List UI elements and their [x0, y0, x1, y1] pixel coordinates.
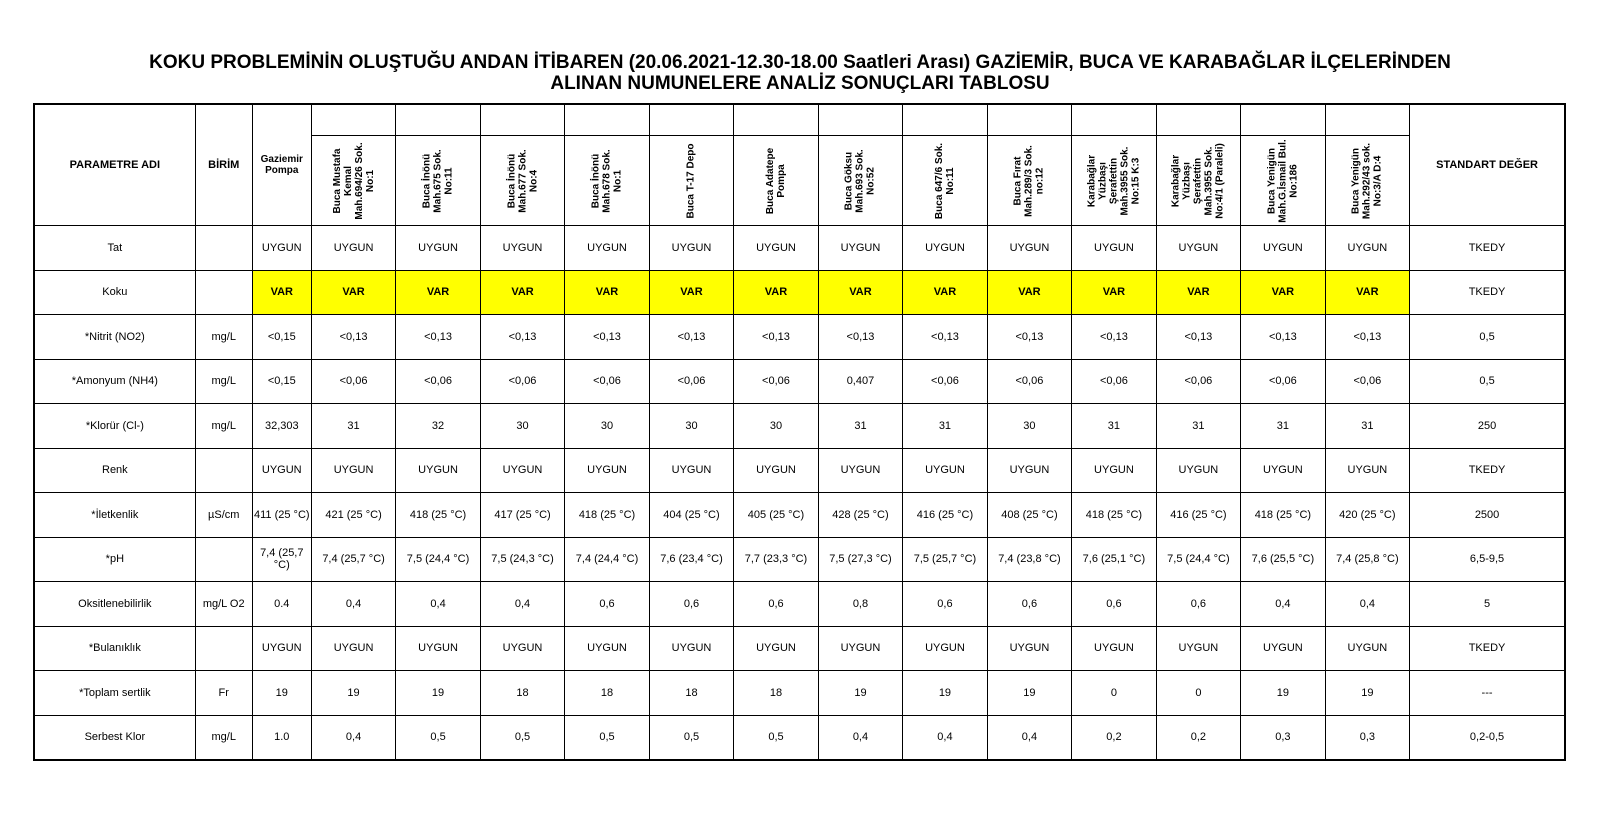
value-cell: 0,4: [311, 715, 395, 760]
gaziemir-value-cell: <0,15: [252, 315, 311, 360]
value-cell: 30: [987, 404, 1071, 449]
value-cell: UYGUN: [1156, 226, 1240, 271]
table-row: [34, 448, 1565, 493]
table-row: [34, 671, 1565, 716]
parameter-cell: Tat: [34, 226, 195, 271]
sample-header-label: Buca Fırat Mah.289/3 Sok. no:12: [1012, 144, 1046, 217]
value-cell: 19: [1325, 671, 1409, 716]
sample-header: [1325, 136, 1409, 226]
parameter-cell: Serbest Klor: [34, 715, 195, 760]
value-cell: <0,06: [311, 359, 395, 404]
standard-value-cell: TKEDY: [1410, 270, 1565, 315]
value-cell: VAR: [987, 270, 1071, 315]
unit-cell: [195, 448, 252, 493]
value-cell: <0,13: [1325, 315, 1409, 360]
sample-header-label: Buca İnönü Mah.677 Sok. No:4: [506, 148, 540, 213]
sample-header-label: Buca Mustafa Kemal Mah.694/26 Sok. No:1: [331, 141, 376, 220]
standard-value-cell: TKEDY: [1410, 626, 1565, 671]
gaziemir-value-cell: 1.0: [252, 715, 311, 760]
value-cell: 405 (25 °C): [734, 493, 818, 538]
value-cell: 0,6: [649, 582, 733, 627]
unit-cell: mg/L O2: [195, 582, 252, 627]
header-spacer-cell: [903, 104, 987, 136]
header-spacer-cell: [1156, 104, 1240, 136]
value-cell: <0,13: [1156, 315, 1240, 360]
standard-value-cell: 6,5-9,5: [1410, 537, 1565, 582]
header-spacer-cell: [649, 104, 733, 136]
value-cell: 0,5: [649, 715, 733, 760]
value-cell: VAR: [649, 270, 733, 315]
header-unit: BİRİM: [195, 104, 252, 226]
standard-value-cell: 0,2-0,5: [1410, 715, 1565, 760]
header-spacer-cell: [1325, 104, 1409, 136]
table-row: [34, 315, 1565, 360]
value-cell: VAR: [311, 270, 395, 315]
unit-cell: [195, 626, 252, 671]
value-cell: 19: [396, 671, 480, 716]
value-cell: UYGUN: [565, 626, 649, 671]
value-cell: <0,13: [903, 315, 987, 360]
sample-header: [396, 136, 480, 226]
sample-header-label: Karabağlar Yüzbaşı Şerafettin Mah.3955 Sok. No:15 K:3: [1086, 146, 1142, 215]
value-cell: VAR: [1325, 270, 1409, 315]
value-cell: 0: [1072, 671, 1156, 716]
value-cell: 19: [1241, 671, 1325, 716]
value-cell: VAR: [1241, 270, 1325, 315]
gaziemir-value-cell: UYGUN: [252, 226, 311, 271]
value-cell: 30: [649, 404, 733, 449]
value-cell: 0,6: [734, 582, 818, 627]
value-cell: VAR: [1072, 270, 1156, 315]
value-cell: UYGUN: [1241, 226, 1325, 271]
value-cell: UYGUN: [1156, 448, 1240, 493]
value-cell: <0,13: [311, 315, 395, 360]
value-cell: UYGUN: [818, 448, 902, 493]
table-row: [34, 537, 1565, 582]
value-cell: 7,5 (24,4 °C): [1156, 537, 1240, 582]
value-cell: 0,4: [818, 715, 902, 760]
value-cell: UYGUN: [649, 448, 733, 493]
value-cell: 19: [903, 671, 987, 716]
value-cell: 31: [903, 404, 987, 449]
value-cell: 0,4: [396, 582, 480, 627]
gaziemir-value-cell: UYGUN: [252, 626, 311, 671]
value-cell: <0,13: [987, 315, 1071, 360]
value-cell: UYGUN: [734, 226, 818, 271]
value-cell: 416 (25 °C): [903, 493, 987, 538]
value-cell: <0,06: [987, 359, 1071, 404]
value-cell: 30: [565, 404, 649, 449]
value-cell: 0,6: [1156, 582, 1240, 627]
header-spacer-cell: [734, 104, 818, 136]
value-cell: UYGUN: [903, 226, 987, 271]
value-cell: 31: [1325, 404, 1409, 449]
parameter-cell: *Bulanıklık: [34, 626, 195, 671]
value-cell: 31: [1072, 404, 1156, 449]
value-cell: UYGUN: [903, 626, 987, 671]
value-cell: 7,5 (27,3 °C): [818, 537, 902, 582]
value-cell: UYGUN: [1325, 448, 1409, 493]
standard-value-cell: 0,5: [1410, 359, 1565, 404]
value-cell: 7,4 (24,4 °C): [565, 537, 649, 582]
header-gaziemir-line1: Gaziemir: [260, 154, 303, 165]
value-cell: UYGUN: [903, 448, 987, 493]
value-cell: 0,5: [734, 715, 818, 760]
value-cell: 7,7 (23,3 °C): [734, 537, 818, 582]
gaziemir-value-cell: 7,4 (25,7 °C): [252, 537, 311, 582]
value-cell: 0,4: [987, 715, 1071, 760]
value-cell: 418 (25 °C): [565, 493, 649, 538]
value-cell: UYGUN: [311, 626, 395, 671]
value-cell: 0,4: [311, 582, 395, 627]
value-cell: 18: [565, 671, 649, 716]
sample-header: [903, 136, 987, 226]
sample-header: [565, 136, 649, 226]
value-cell: 428 (25 °C): [818, 493, 902, 538]
value-cell: <0,06: [903, 359, 987, 404]
value-cell: UYGUN: [987, 226, 1071, 271]
table-row: [34, 359, 1565, 404]
value-cell: 7,5 (24,3 °C): [480, 537, 564, 582]
sample-header: [311, 136, 395, 226]
value-cell: 0,3: [1325, 715, 1409, 760]
header-spacer-cell: [396, 104, 480, 136]
value-cell: 0,6: [987, 582, 1071, 627]
value-cell: 418 (25 °C): [1072, 493, 1156, 538]
standard-value-cell: 0,5: [1410, 315, 1565, 360]
gaziemir-value-cell: 19: [252, 671, 311, 716]
sample-header-label: Karabağlar Yüzbaşı Şerafettin Mah.3955 Sok. No:4/1 (Paraleli): [1170, 142, 1226, 219]
sample-header: [1072, 136, 1156, 226]
parameter-cell: *pH: [34, 537, 195, 582]
value-cell: 32: [396, 404, 480, 449]
value-cell: <0,06: [1156, 359, 1240, 404]
value-cell: 408 (25 °C): [987, 493, 1071, 538]
value-cell: UYGUN: [311, 226, 395, 271]
value-cell: <0,13: [649, 315, 733, 360]
value-cell: 0,2: [1072, 715, 1156, 760]
parameter-cell: *Nitrit (NO2): [34, 315, 195, 360]
value-cell: 418 (25 °C): [396, 493, 480, 538]
gaziemir-value-cell: VAR: [252, 270, 311, 315]
sample-header-label: Buca Adatepe Pompa: [764, 147, 787, 214]
unit-cell: mg/L: [195, 715, 252, 760]
header-spacer-cell: [987, 104, 1071, 136]
value-cell: 0,2: [1156, 715, 1240, 760]
value-cell: VAR: [903, 270, 987, 315]
standard-value-cell: 250: [1410, 404, 1565, 449]
gaziemir-value-cell: <0,15: [252, 359, 311, 404]
title-line-1: KOKU PROBLEMİNİN OLUŞTUĞU ANDAN İTİBAREN (20.06.2021-12.30-18.00 Saatleri Arası) GAZİEMİR, BUCA VE KARABAĞLAR İLÇELERİNDEN: [149, 52, 1451, 73]
value-cell: 18: [480, 671, 564, 716]
value-cell: 0,3: [1241, 715, 1325, 760]
value-cell: 19: [311, 671, 395, 716]
parameter-cell: *İletkenlik: [34, 493, 195, 538]
value-cell: UYGUN: [1072, 626, 1156, 671]
value-cell: 0: [1156, 671, 1240, 716]
value-cell: 19: [987, 671, 1071, 716]
parameter-cell: Renk: [34, 448, 195, 493]
unit-cell: Fr: [195, 671, 252, 716]
value-cell: <0,06: [649, 359, 733, 404]
value-cell: 0,4: [1325, 582, 1409, 627]
value-cell: 31: [818, 404, 902, 449]
value-cell: 0,4: [1241, 582, 1325, 627]
title-line-2: ALINAN NUMUNELERE ANALİZ SONUÇLARI TABLOSU: [550, 73, 1050, 94]
value-cell: UYGUN: [311, 448, 395, 493]
value-cell: 0,407: [818, 359, 902, 404]
sample-header: [734, 136, 818, 226]
value-cell: UYGUN: [1325, 226, 1409, 271]
value-cell: <0,06: [1072, 359, 1156, 404]
value-cell: UYGUN: [987, 448, 1071, 493]
value-cell: VAR: [396, 270, 480, 315]
value-cell: UYGUN: [649, 626, 733, 671]
table-row: [34, 493, 1565, 538]
parameter-cell: Oksitlenebilirlik: [34, 582, 195, 627]
standard-value-cell: TKEDY: [1410, 448, 1565, 493]
value-cell: <0,06: [1241, 359, 1325, 404]
value-cell: <0,13: [1072, 315, 1156, 360]
sample-header: [818, 136, 902, 226]
parameter-cell: *Amonyum (NH4): [34, 359, 195, 404]
value-cell: VAR: [1156, 270, 1240, 315]
sample-header-label: Buca T-17 Depo: [685, 142, 697, 219]
unit-cell: mg/L: [195, 359, 252, 404]
value-cell: UYGUN: [565, 226, 649, 271]
value-cell: 404 (25 °C): [649, 493, 733, 538]
value-cell: 19: [818, 671, 902, 716]
sample-header-label: Buca Göksu Mah.693 Sok. No:52: [843, 148, 877, 213]
sample-header: [1156, 136, 1240, 226]
value-cell: UYGUN: [987, 626, 1071, 671]
value-cell: VAR: [565, 270, 649, 315]
page-title: [0, 52, 1600, 94]
sample-header-label: Buca İnönü Mah.675 Sok. No:11: [421, 148, 455, 213]
header-standard: STANDART DEĞER: [1410, 104, 1565, 226]
value-cell: UYGUN: [734, 448, 818, 493]
value-cell: UYGUN: [1241, 448, 1325, 493]
value-cell: <0,06: [565, 359, 649, 404]
unit-cell: [195, 537, 252, 582]
value-cell: 31: [1156, 404, 1240, 449]
sample-header: [987, 136, 1071, 226]
value-cell: 30: [734, 404, 818, 449]
results-table: [33, 103, 1566, 761]
value-cell: 7,6 (25,5 °C): [1241, 537, 1325, 582]
standard-value-cell: ---: [1410, 671, 1565, 716]
value-cell: 7,4 (23,8 °C): [987, 537, 1071, 582]
value-cell: 0,5: [480, 715, 564, 760]
value-cell: <0,13: [396, 315, 480, 360]
value-cell: 0,6: [1072, 582, 1156, 627]
table-row: [34, 715, 1565, 760]
unit-cell: mg/L: [195, 315, 252, 360]
sample-header-label: Buca İnönü Mah.678 Sok. No:1: [590, 148, 624, 213]
value-cell: 30: [480, 404, 564, 449]
value-cell: VAR: [480, 270, 564, 315]
value-cell: 420 (25 °C): [1325, 493, 1409, 538]
parameter-cell: *Klorür (Cl-): [34, 404, 195, 449]
value-cell: <0,06: [480, 359, 564, 404]
value-cell: UYGUN: [1072, 226, 1156, 271]
standard-value-cell: 5: [1410, 582, 1565, 627]
value-cell: UYGUN: [1156, 626, 1240, 671]
value-cell: <0,06: [734, 359, 818, 404]
value-cell: 7,6 (25,1 °C): [1072, 537, 1156, 582]
gaziemir-value-cell: 411 (25 °C): [252, 493, 311, 538]
value-cell: 0,4: [903, 715, 987, 760]
value-cell: VAR: [734, 270, 818, 315]
sample-header-label: Buca Yenigün Mah.G.İsmail Bul. No:186: [1266, 138, 1300, 223]
header-gaziemir: [252, 104, 311, 226]
value-cell: UYGUN: [480, 626, 564, 671]
sample-header: [649, 136, 733, 226]
table-row: [34, 270, 1565, 315]
header-gaziemir-line2: Pompa: [265, 165, 299, 176]
value-cell: <0,13: [565, 315, 649, 360]
sample-header: [480, 136, 564, 226]
value-cell: <0,06: [1325, 359, 1409, 404]
value-cell: UYGUN: [1072, 448, 1156, 493]
value-cell: UYGUN: [396, 626, 480, 671]
value-cell: UYGUN: [734, 626, 818, 671]
value-cell: 0,5: [396, 715, 480, 760]
table-row: [34, 626, 1565, 671]
value-cell: <0,13: [480, 315, 564, 360]
value-cell: 0,6: [565, 582, 649, 627]
value-cell: 7,5 (25,7 °C): [903, 537, 987, 582]
value-cell: 0,6: [903, 582, 987, 627]
value-cell: UYGUN: [396, 448, 480, 493]
value-cell: UYGUN: [480, 226, 564, 271]
standard-value-cell: TKEDY: [1410, 226, 1565, 271]
header-spacer-cell: [565, 104, 649, 136]
sample-header-label: Buca 647/6 Sok. No:11: [933, 142, 956, 219]
header-spacer-cell: [311, 104, 395, 136]
unit-cell: µS/cm: [195, 493, 252, 538]
value-cell: UYGUN: [818, 226, 902, 271]
value-cell: 417 (25 °C): [480, 493, 564, 538]
value-cell: 18: [649, 671, 733, 716]
value-cell: <0,13: [1241, 315, 1325, 360]
value-cell: 7,4 (25,8 °C): [1325, 537, 1409, 582]
value-cell: 0,4: [480, 582, 564, 627]
table-row: [34, 404, 1565, 449]
value-cell: UYGUN: [649, 226, 733, 271]
table-row: [34, 226, 1565, 271]
value-cell: 0,5: [565, 715, 649, 760]
parameter-cell: Koku: [34, 270, 195, 315]
value-cell: UYGUN: [1241, 626, 1325, 671]
header-spacer-cell: [480, 104, 564, 136]
sample-header-label: Buca Yenigün Mah.292/43 sok. No:3/A D:4: [1350, 142, 1384, 219]
value-cell: UYGUN: [480, 448, 564, 493]
value-cell: 18: [734, 671, 818, 716]
value-cell: <0,06: [396, 359, 480, 404]
unit-cell: mg/L: [195, 404, 252, 449]
gaziemir-value-cell: 32,303: [252, 404, 311, 449]
value-cell: 7,4 (25,7 °C): [311, 537, 395, 582]
value-cell: UYGUN: [396, 226, 480, 271]
value-cell: VAR: [818, 270, 902, 315]
parameter-cell: *Toplam sertlik: [34, 671, 195, 716]
value-cell: 31: [1241, 404, 1325, 449]
value-cell: 416 (25 °C): [1156, 493, 1240, 538]
gaziemir-value-cell: 0.4: [252, 582, 311, 627]
value-cell: 7,6 (23,4 °C): [649, 537, 733, 582]
value-cell: <0,13: [734, 315, 818, 360]
unit-cell: [195, 270, 252, 315]
value-cell: UYGUN: [818, 626, 902, 671]
standard-value-cell: 2500: [1410, 493, 1565, 538]
value-cell: 0,8: [818, 582, 902, 627]
value-cell: 418 (25 °C): [1241, 493, 1325, 538]
header-spacer-cell: [1072, 104, 1156, 136]
value-cell: UYGUN: [565, 448, 649, 493]
value-cell: 7,5 (24,4 °C): [396, 537, 480, 582]
header-parameter: PARAMETRE ADI: [34, 104, 195, 226]
value-cell: UYGUN: [1325, 626, 1409, 671]
value-cell: <0,13: [818, 315, 902, 360]
header-spacer-cell: [1241, 104, 1325, 136]
sample-header: [1241, 136, 1325, 226]
gaziemir-value-cell: UYGUN: [252, 448, 311, 493]
header-spacer-cell: [818, 104, 902, 136]
value-cell: 421 (25 °C): [311, 493, 395, 538]
value-cell: 31: [311, 404, 395, 449]
table-row: [34, 582, 1565, 627]
unit-cell: [195, 226, 252, 271]
